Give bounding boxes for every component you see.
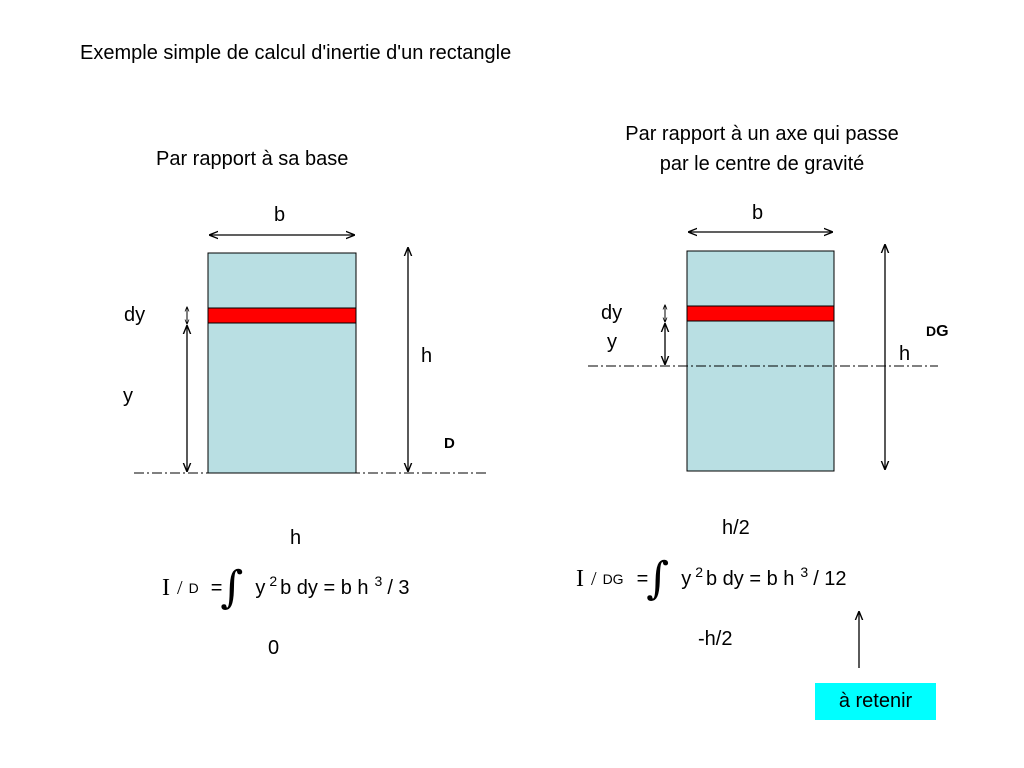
right-integral-sign: ∫ [646, 553, 670, 604]
right-integral-upper: h/2 [722, 517, 750, 539]
right-y-label: y [607, 331, 617, 353]
right-formula [576, 553, 847, 604]
right-rectangle [687, 251, 834, 471]
right-inertia-symbol: I [576, 565, 584, 592]
left-strip [208, 308, 356, 323]
right-exp3: 3 [800, 564, 809, 580]
retenir-label: à retenir [838, 690, 913, 712]
left-tail: / 3 [387, 576, 410, 599]
right-y-term: y [681, 567, 692, 590]
left-y-term: y [255, 576, 266, 599]
left-dy-label: dy [124, 304, 146, 326]
left-h-label: h [421, 345, 433, 367]
page-title: Exemple simple de calcul d'inertie d'un rectangle [80, 42, 512, 64]
right-tail: / 12 [813, 567, 847, 590]
right-axis-g: G [936, 323, 949, 340]
left-exp3: 3 [374, 573, 383, 589]
right-strip [687, 306, 834, 321]
retenir-callout [815, 683, 936, 720]
left-mid-term: b dy = b h [280, 576, 369, 599]
left-integral-sign: ∫ [220, 562, 244, 613]
left-axis-subscript: D [188, 580, 199, 596]
left-exp2: 2 [269, 573, 278, 589]
right-integral-lower: -h/2 [698, 628, 733, 650]
right-axis-d: D [926, 323, 937, 339]
right-diagram [588, 232, 938, 668]
left-slash: / [177, 576, 183, 599]
right-mid-term: b dy = b h [705, 567, 795, 590]
left-formula [162, 562, 410, 613]
right-axis-label [926, 323, 949, 341]
right-h-label: h [899, 343, 911, 365]
left-b-label: b [274, 204, 286, 226]
left-y-label: y [123, 385, 133, 407]
left-diagram [134, 235, 486, 473]
left-heading: Par rapport à sa base [156, 148, 349, 170]
left-rectangle [208, 253, 356, 473]
right-heading-line2: par le centre de gravité [659, 153, 865, 175]
left-integral-lower: 0 [268, 637, 280, 659]
right-axis-subscript: DG [602, 571, 624, 587]
right-slash: / [591, 567, 597, 590]
right-exp2: 2 [695, 564, 703, 580]
left-equals: = [210, 576, 223, 599]
right-dy-label: dy [601, 302, 623, 324]
right-b-label: b [752, 202, 764, 224]
right-equals: = [636, 567, 649, 590]
left-axis-label: D [444, 435, 455, 452]
left-inertia-symbol: I [162, 574, 170, 601]
left-integral-upper: h [290, 527, 302, 549]
right-heading-line1: Par rapport à un axe qui passe [625, 123, 899, 145]
